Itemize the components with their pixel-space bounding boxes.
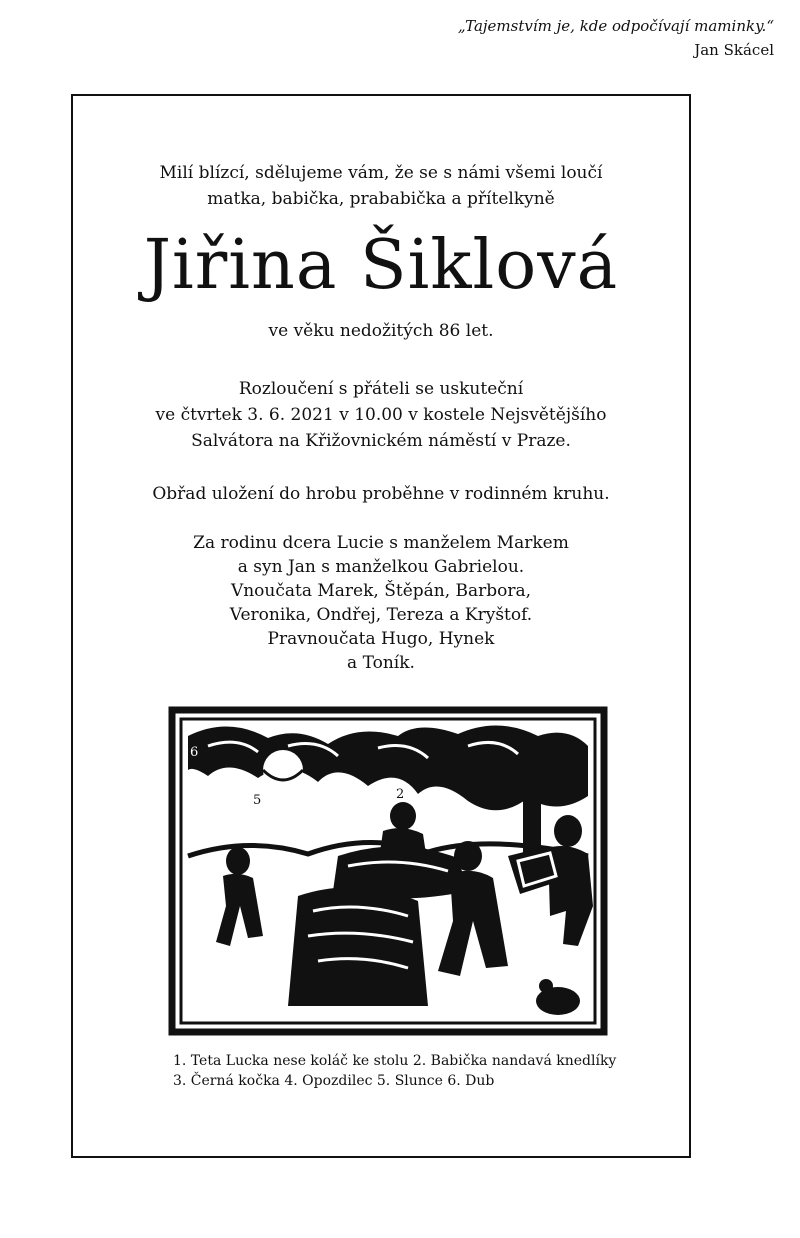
age-line: ve věku nedožitých 86 let. <box>268 321 494 341</box>
illustration-number: 4 <box>276 927 285 942</box>
farewell-info <box>73 376 689 454</box>
illustration-number: 5 <box>253 793 262 808</box>
farewell-line: ve čtvrtek 3. 6. 2021 v 10.00 v kostele Nejsvětějšího <box>155 405 607 425</box>
epigraph-quote: „Tajemstvím je, kde odpočívají maminky.“ <box>457 17 774 35</box>
illustration-number: 1 <box>540 913 549 928</box>
family-list <box>73 531 689 675</box>
family-line: Veronika, Ondřej, Tereza a Kryštof. <box>229 605 533 625</box>
family-line: Za rodinu dcera Lucie s manželem Markem <box>193 533 569 553</box>
intro-line: matka, babička, prababička a přítelkyně <box>207 189 555 209</box>
illustration-caption <box>173 1051 616 1091</box>
woodcut-illustration <box>168 706 608 1036</box>
family-line: a syn Jan s manželkou Gabrielou. <box>237 557 525 577</box>
caption-line: 1. Teta Lucka nese koláč ke stolu 2. Babička nandavá knedlíky <box>173 1053 617 1069</box>
farewell-line: Rozloučení s přáteli se uskuteční <box>238 379 524 399</box>
farewell-line: Salvátora na Křižovnickém náměstí v Praze. <box>191 431 571 451</box>
caption-line: 3. Černá kočka 4. Opozdilec 5. Slunce 6. Dub <box>173 1073 495 1089</box>
illustration-number: 3 <box>516 1010 525 1025</box>
family-line: Vnoučata Marek, Štěpán, Barbora, <box>230 581 532 601</box>
intro-text <box>73 160 689 212</box>
obituary-frame <box>71 94 691 1158</box>
intro-line: Milí blízcí, sdělujeme vám, že se s námi všemi loučí <box>159 163 603 183</box>
family-line: Pravnoučata Hugo, Hynek <box>267 629 495 649</box>
illustration-number: 2 <box>396 787 405 802</box>
family-line: a Toník. <box>347 653 415 673</box>
epigraph-author: Jan Skácel <box>694 41 774 59</box>
epigraph <box>458 14 774 62</box>
burial-note: Obřad uložení do hrobu proběhne v rodinném kruhu. <box>152 484 610 504</box>
illustration-number: 6 <box>190 745 199 760</box>
deceased-name: Jiřina Šiklová <box>143 226 619 305</box>
